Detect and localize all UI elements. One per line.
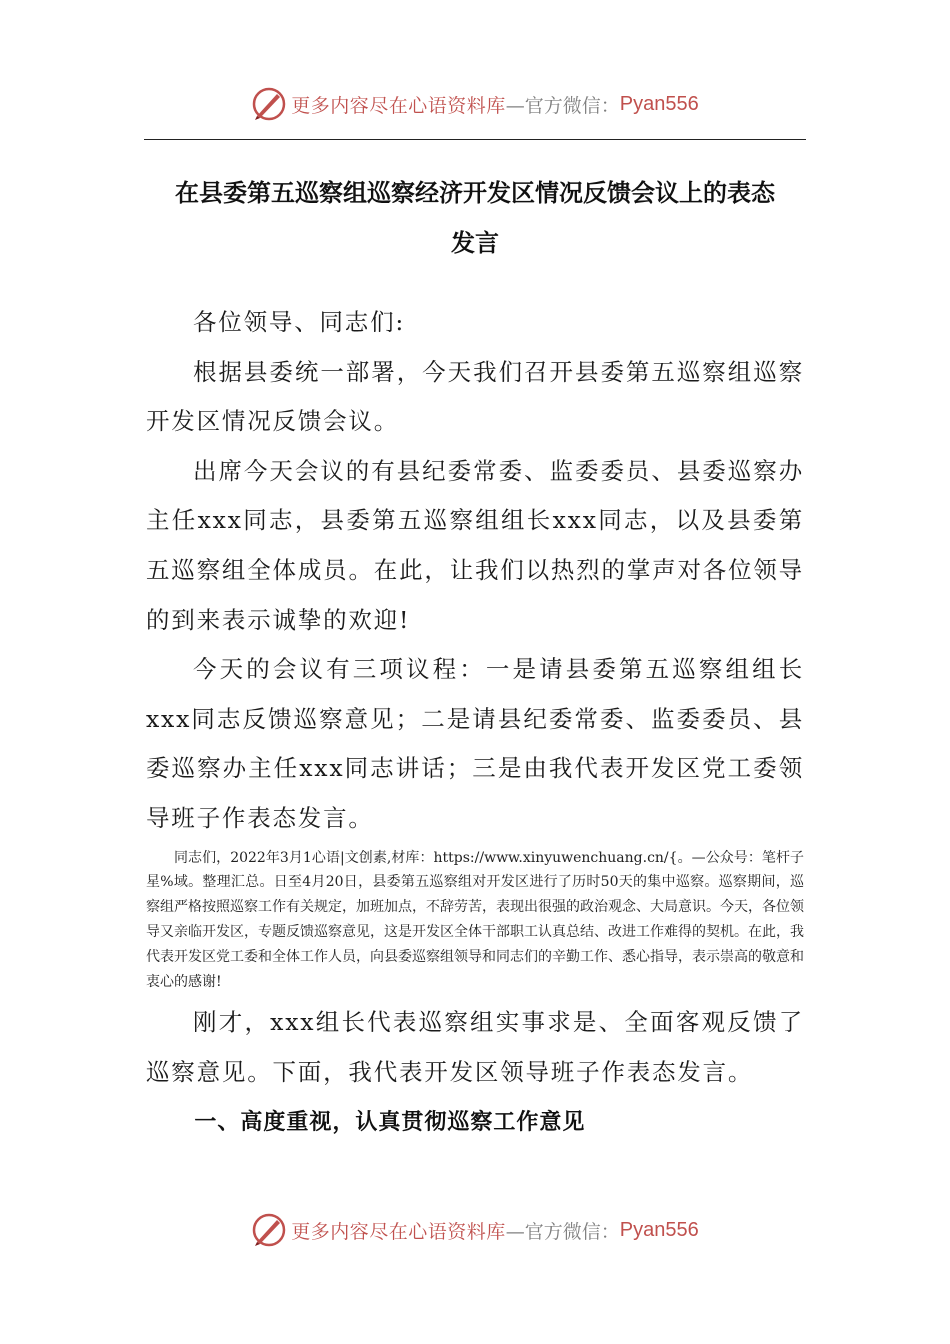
- banner-wechat-label: —官方微信：: [505, 94, 620, 117]
- footer-wechat-label: —官方微信：: [505, 1220, 620, 1243]
- footer-wechat-id: Pyan556: [619, 1218, 699, 1241]
- pen-logo-icon: [251, 1212, 287, 1248]
- paragraph-4: 刚才，xxx组长代表巡察组实事求是、全面客观反馈了巡察意见。下面，我代表开发区领导班子作表态发言。: [146, 1008, 804, 1086]
- title-line-1: 在县委第五巡察组巡察经济开发区情况反馈会议上的表态: [175, 179, 775, 207]
- document-title: [144, 168, 806, 268]
- paragraph-2: 出席今天会议的有县纪委常委、监委委员、县委巡察办主任xxx同志，县委第五巡察组组长xxx同志，以及县委第五巡察组全体成员。在此，让我们以热烈的掌声对各位领导的到来表示诚挚的欢迎!: [146, 456, 804, 634]
- footer-promo-text: 更多内容尽在心语资料库: [291, 1220, 506, 1243]
- document-body: [146, 298, 804, 1147]
- title-line-2: 发言: [451, 229, 499, 257]
- paragraph-1: 根据县委统一部署，今天我们召开县委第五巡察组巡察开发区情况反馈会议。: [146, 357, 804, 436]
- section-heading-1: 一、高度重视，认真贯彻巡察工作意见: [194, 1109, 586, 1135]
- salutation: 各位领导、同志们:: [193, 308, 406, 336]
- pen-logo-icon: [251, 86, 287, 122]
- paragraph-3: 今天的会议有三项议程：一是请县委第五巡察组组长xxx同志反馈巡察意见；二是请县纪委常委、监委委员、县委巡察办主任xxx同志讲话；三是由我代表开发区党工委领导班子作表态发言。: [146, 655, 804, 832]
- banner-wechat-id: Pyan556: [619, 92, 699, 115]
- header-divider: [144, 139, 806, 140]
- small-paragraph: 同志们，2022年3月1心语|文创素,材库：https://www.xinyuwenchuang.cn/{。—公众号：笔杆子星%域。整理汇总。日至4月20日，县委第五巡察组对开发区进行了历时50天的集中巡察。巡察期间，巡察组严格按照巡察工作有关规定，加班加点，不辞劳苦，表现出很强的政治观念、大局意识。今天，各位领导又亲临开发区，专题反馈巡察意见，这是开发区全体干部职工认真总结、改进工作难得的契机。在此，我代表开发区党工委和全体工作人员，向县委巡察组领导和同志们的辛勤工作、悉心指导，表示崇高的敬意和衷心的感谢!: [146, 849, 804, 990]
- footer-banner: [0, 1210, 950, 1250]
- banner-promo-text: 更多内容尽在心语资料库: [291, 94, 506, 117]
- header-banner: [0, 84, 950, 124]
